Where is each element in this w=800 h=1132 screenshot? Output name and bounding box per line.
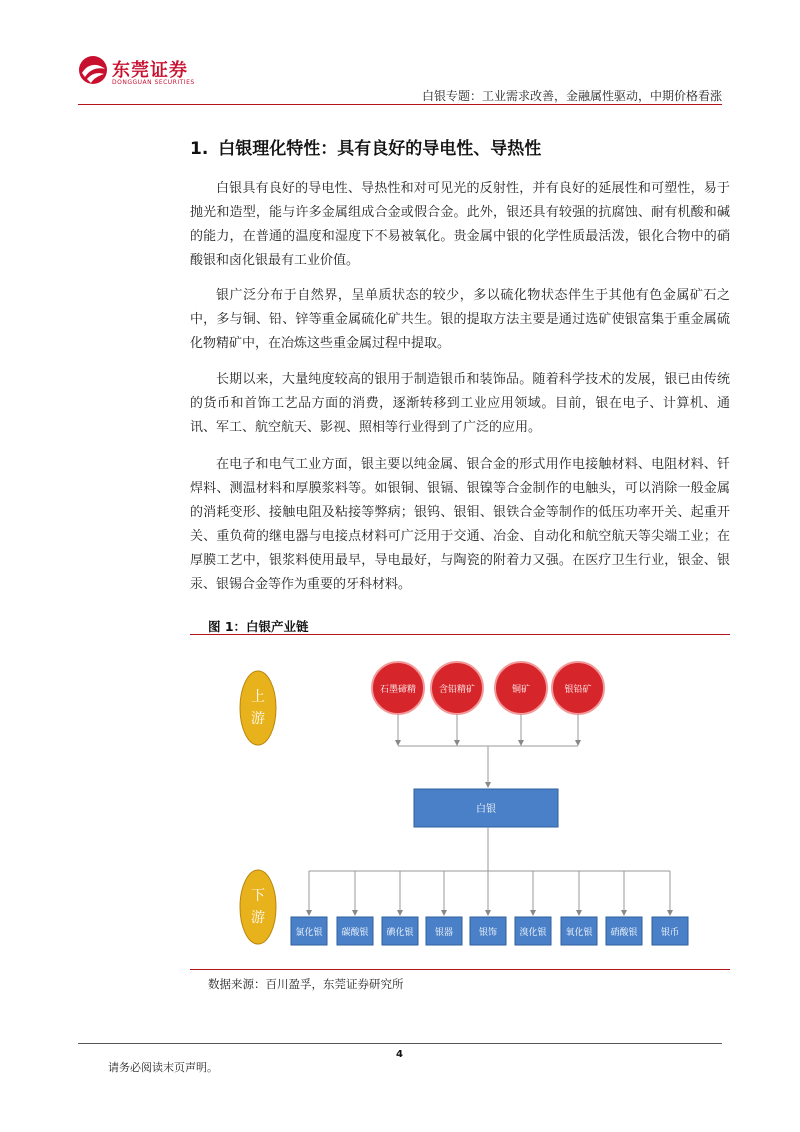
upstream-item-label: 含铅精矿	[438, 685, 476, 695]
upstream-item	[495, 662, 547, 714]
downstream-item-label: 银币	[660, 928, 680, 938]
downstream-label-char-2: 游	[251, 910, 265, 926]
figure-title: 图 1：白银产业链	[208, 619, 309, 634]
upstream-item-label: 铜矿	[511, 685, 531, 695]
company-logo	[78, 55, 198, 89]
figure-source: 数据来源：百川盈孚，东莞证券研究所	[208, 977, 404, 991]
industry-chain-diagram	[190, 645, 730, 965]
body-paragraph: 银广泛分布于自然界，呈单质状态的较少，多以硫化物状态伴生于其他有色金属矿石之中，多与铜、铅、锌等重金属硫化矿共生。银的提取方法主要是通过选矿使银富集于重金属硫化物精矿中，在冶炼这些重金属过程中提取。	[190, 288, 730, 351]
upstream-item-label: 石墨碲精	[379, 685, 417, 695]
upstream-label	[240, 671, 276, 745]
body-paragraph: 白银具有良好的导电性、导热性和对可见光的反射性，并有良好的延展性和可塑性，易于抛光和造型，能与许多金属组成合金或假合金。此外，银还具有较强的抗腐蚀、耐有机酸和碱的能力，在普通的温度和湿度下不易被氧化。贵金属中银的化学性质最活泼，银化合物中的硝酸银和卤化银最有工业价值。	[190, 181, 730, 268]
figure-bottom-rule	[190, 969, 730, 970]
downstream-item	[606, 917, 642, 945]
upstream-label-char-1: 上	[251, 689, 265, 705]
downstream-item	[291, 917, 327, 945]
upstream-label-char-2: 游	[251, 711, 265, 727]
logo-name: 东莞证券	[112, 60, 188, 81]
downstream-connectors	[309, 827, 670, 913]
upstream-item	[552, 662, 604, 714]
section-heading	[190, 134, 541, 159]
downstream-label	[240, 870, 276, 944]
downstream-item-label: 碳酸银	[341, 928, 369, 938]
downstream-item-label: 碘化银	[386, 928, 414, 938]
logo-mark-icon	[78, 55, 108, 85]
downstream-label-char-1: 下	[251, 888, 265, 904]
report-title: 白银专题：工业需求改善，金融属性驱动，中期价格看涨	[421, 89, 722, 103]
disclaimer-note: 请务必阅读末页声明。	[108, 1061, 218, 1074]
downstream-item	[337, 917, 373, 945]
downstream-item	[515, 917, 551, 945]
downstream-item-label: 溴化银	[519, 928, 547, 938]
section-number: 1.	[190, 139, 209, 159]
logo-subtitle: DONGGUAN SECURITIES	[112, 79, 195, 86]
center-item-label: 白银	[476, 804, 496, 815]
downstream-item	[426, 917, 462, 945]
downstream-item	[561, 917, 597, 945]
downstream-item	[652, 917, 688, 945]
downstream-item-label: 银饰	[478, 928, 498, 938]
downstream-item	[382, 917, 418, 945]
section-title-text: 白银理化特性：具有良好的导电性、导热性	[218, 139, 542, 159]
downstream-item-label: 银器	[434, 928, 454, 938]
center-item-box	[414, 789, 558, 827]
downstream-item-label: 氧化银	[565, 928, 593, 938]
header-divider	[78, 104, 722, 105]
body-paragraph: 长期以来，大量纯度较高的银用于制造银币和装饰品。随着科学技术的发展，银已由传统的货币和首饰工艺品方面的消费，逐渐转移到工业应用领域。目前，银在电子、计算机、通讯、军工、航空航天、影视、照相等行业得到了广泛的应用。	[190, 372, 730, 435]
upstream-item-label: 银铅矿	[564, 685, 592, 695]
body-paragraph: 在电子和电气工业方面，银主要以纯金属、银合金的形式用作电接触材料、电阻材料、钎焊料、测温材料和厚膜浆料等。如银铜、银镉、银镍等合金制作的电触头，可以消除一般金属的消耗变形、接触电阻及粘接等弊病；银钨、银钼、银铁合金等制作的低压功率开关、起重开关、重负荷的继电器与电接点材料可广泛用于交通、冶金、自动化和航空航天等尖端工业；在厚膜工艺中，银浆料使用最早，导电最好，与陶瓷的附着力又强。在医疗卫生行业，银金、银汞、银锡合金等作为重要的牙科材料。	[190, 457, 730, 592]
figure-top-rule	[190, 634, 730, 635]
footer-divider	[78, 1043, 722, 1044]
upstream-item	[431, 662, 483, 714]
downstream-item-label: 氯化银	[295, 928, 323, 938]
downstream-item-label: 硝酸银	[610, 928, 638, 938]
upstream-connectors	[398, 714, 578, 785]
page-number: 4	[396, 1049, 403, 1060]
downstream-item	[470, 917, 506, 945]
upstream-item	[372, 662, 424, 714]
